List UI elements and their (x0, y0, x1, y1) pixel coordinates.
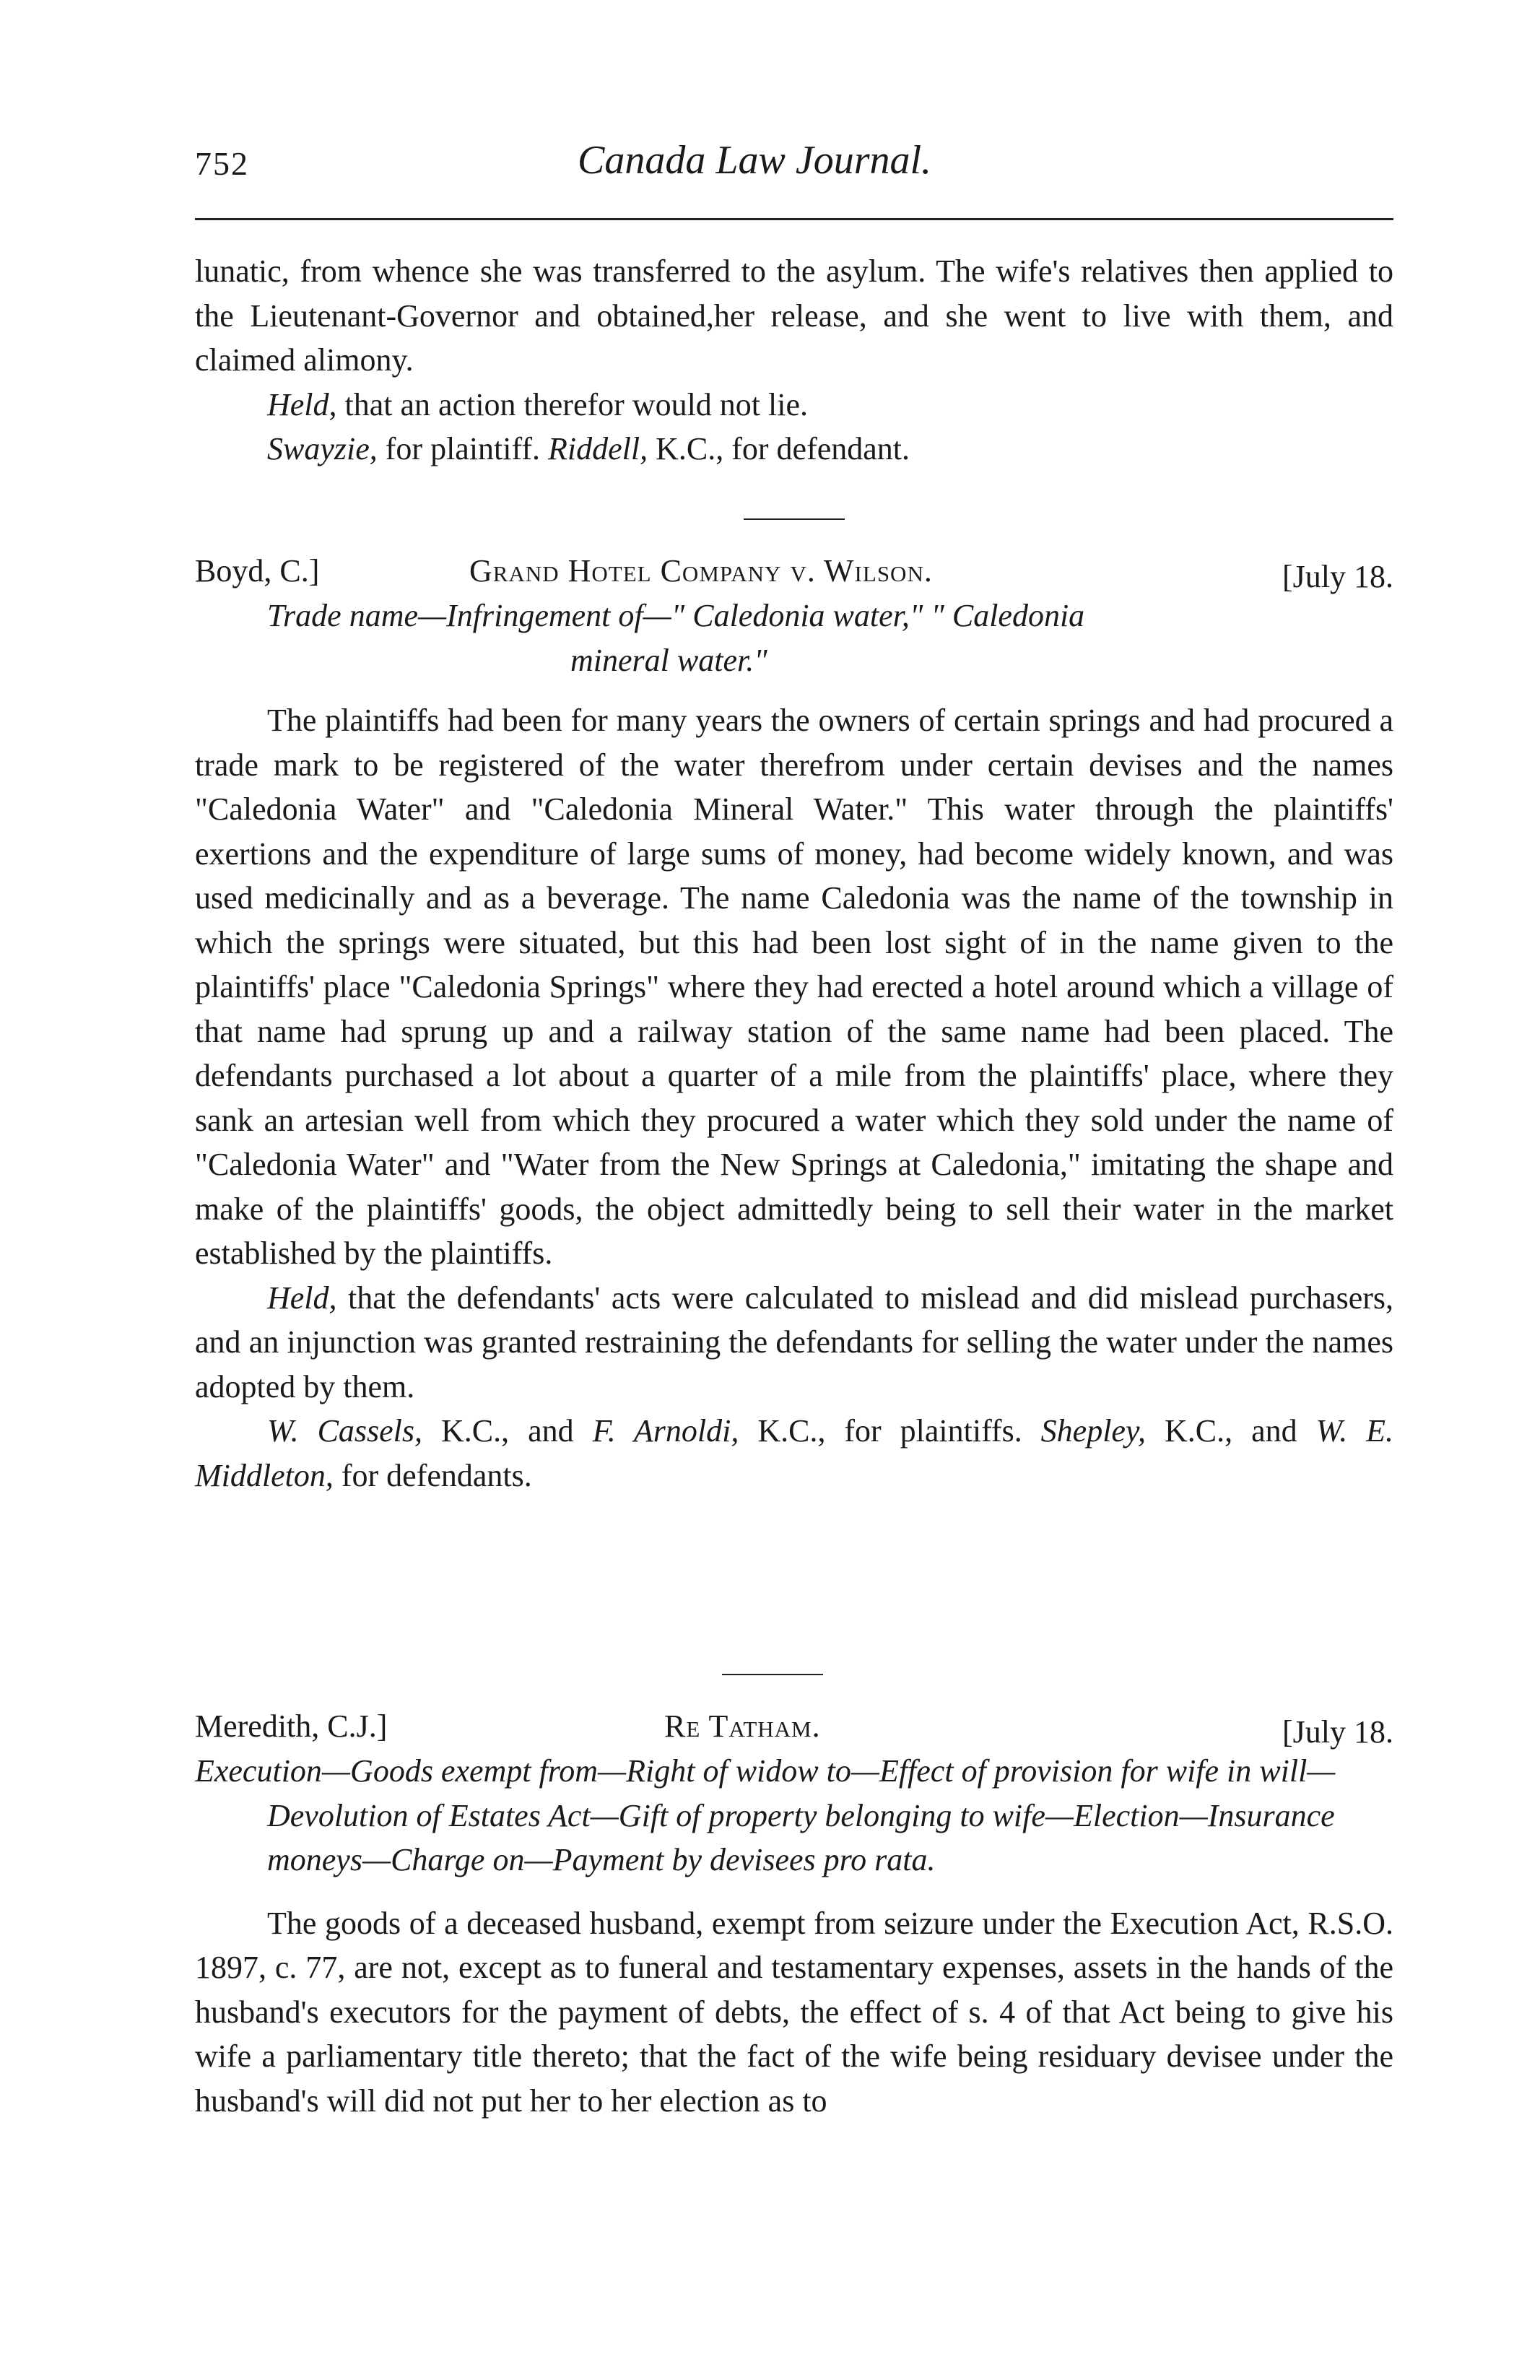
case-judge: Boyd, C.] (195, 553, 320, 589)
counsel-text: for plaintiff. (377, 431, 549, 466)
case-heading (195, 1704, 1393, 1749)
counsel-name: W. Cassels, (267, 1413, 423, 1449)
counsel-name: W. E. Middleton, (195, 1413, 1394, 1493)
case-catchwords: Trade name—Infringement of—" Caledonia water," " Caledonia (267, 598, 1085, 633)
page-number: 752 (195, 145, 249, 182)
page (195, 137, 1394, 2119)
case-catchwords-cont: mineral water." (570, 642, 767, 678)
held-label: Held, (267, 1280, 337, 1316)
counsel-name: Shepley, (1040, 1413, 1147, 1449)
case-separator (722, 1674, 823, 1675)
previous-case-counsel (195, 427, 1393, 472)
counsel-text: K.C., and (422, 1413, 593, 1449)
counsel-name: Swayzie, (267, 431, 378, 466)
held-label: Held, (267, 386, 337, 422)
case-tatham (195, 1704, 1393, 2123)
header-rule (195, 218, 1393, 220)
running-head (195, 137, 1393, 202)
held-text: that an action therefor would not lie. (336, 386, 808, 422)
case-date: [July 18. (1282, 1714, 1393, 1750)
case-held (195, 1276, 1393, 1410)
case-grand-hotel (195, 549, 1393, 1498)
previous-case-paragraph: lunatic, from whence she was transferred to the asylum. The wife's relatives then applied to the Lieutenant-Governor and obtained,her release, and she went to live with them, and claimed alimony. (195, 253, 1393, 378)
counsel-name: F. Arnoldi, (592, 1413, 739, 1449)
counsel-text: K.C., for plaintiffs. (739, 1413, 1041, 1449)
case-separator (744, 518, 845, 520)
previous-case-held (195, 383, 1393, 427)
case-date: [July 18. (1282, 559, 1393, 594)
counsel-text: K.C., for defendant. (648, 431, 910, 466)
counsel-name: Riddell, (548, 431, 648, 466)
held-text: that the defendants' acts were calculated to mislead and did mislead purchasers, and an injunction was granted restraining the defendants for selling the water under the names adopted by them. (195, 1280, 1393, 1404)
journal-title: Canada Law Journal. (578, 138, 932, 183)
case-counsel (195, 1409, 1393, 1498)
case-title: Re Tatham. (664, 1708, 821, 1744)
case-title: Grand Hotel Company v. Wilson. (469, 553, 933, 589)
case-facts: The plaintiffs had been for many years the owners of certain springs and had procured a trade mark to be registered of the water therefrom under certain devises and the names "Caledonia Water" and "Caledonia Mineral Water." This water through the plaintiffs' exertions and the expenditure of large sums of money, had become widely known, and was used medicinally and as a beverage. The name Caledonia was the name of the township in which the springs were situated, but this had been lost sight of in the name given to the plaintiffs' place "Caledonia Springs" where they had erected a hotel around which a village of that name had sprung up and a railway station of the same name had been placed. The defendants purchased a lot about a quarter of a mile from the plaintiffs' place, where they sank an artesian well from which they procured a water which they sold under the name of "Caledonia Water" and "Water from the New Springs at Caledonia," imitating the shape and make of the plaintiffs' goods, the object admittedly being to sell their water in the market established by the plaintiffs. (195, 703, 1393, 1271)
case-catchwords: Execution—Goods exempt from—Right of widow to—Effect of provision for wife in will—Devolution of Estates Act—Gift of property belonging to wife—Election—Insurance moneys—Charge on—Payment by devisees pro rata. (195, 1753, 1336, 1877)
counsel-text: K.C., and (1146, 1413, 1316, 1449)
case-judge: Meredith, C.J.] (195, 1708, 388, 1744)
case-facts: The goods of a deceased husband, exempt from seizure under the Execution Act, R.S.O. 1897, c. 77, are not, except as to funeral and testamentary expenses, assets in the hands of the husband's executors for the payment of debts, the effect of s. 4 of that Act being to give his wife a parliamentary title thereto; that the fact of the wife being residuary devisee under the husband's will did not put her to her election as to (195, 1905, 1393, 2119)
previous-case (195, 249, 1393, 472)
counsel-text: for defendants. (333, 1457, 532, 1493)
case-heading (195, 549, 1393, 594)
